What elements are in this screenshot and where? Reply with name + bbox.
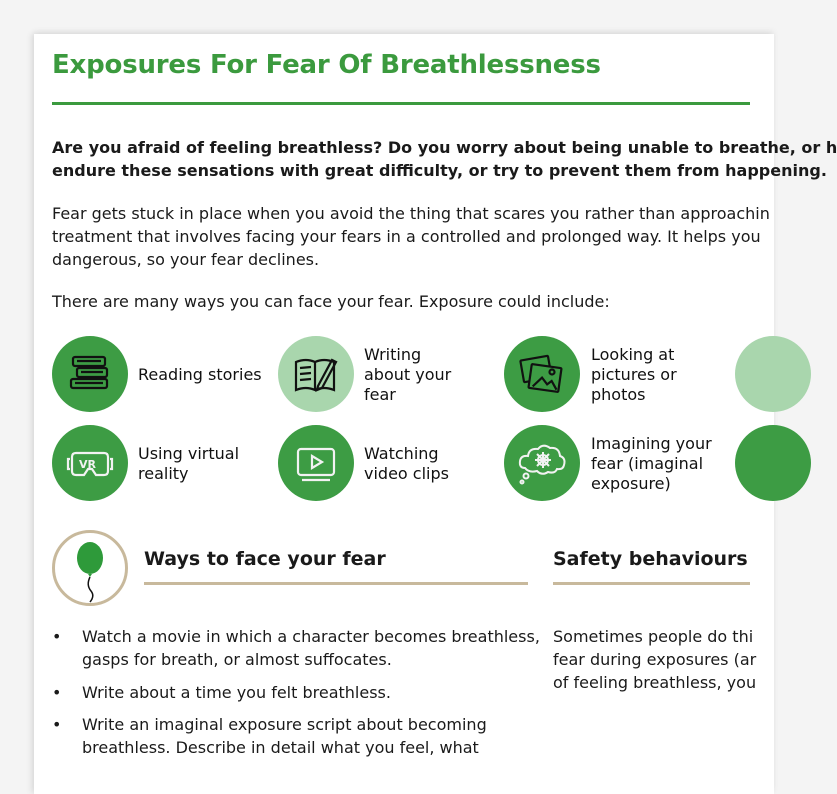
- notebook-pen-icon: [278, 336, 354, 412]
- intro-line: endure these sensations with great difficulty, or try to prevent them from happening.: [52, 161, 827, 180]
- label-line: fear (imaginal: [591, 454, 704, 473]
- bullet-dot: •: [52, 627, 62, 646]
- partial-icon: [735, 336, 811, 412]
- exposure-label-writing: [364, 345, 451, 405]
- intro-line: Are you afraid of feeling breathless? Do you worry about being unable to breathe, or h: [52, 138, 837, 157]
- label-line: pictures or: [591, 365, 677, 384]
- label-line: fear: [364, 385, 396, 404]
- safety-paragraph: [553, 625, 757, 694]
- list-item: [52, 625, 540, 671]
- label-line: Writing: [364, 345, 422, 364]
- ways-heading: Ways to face your fear: [144, 548, 386, 570]
- vr-headset-icon: [52, 425, 128, 501]
- intro-paragraph: [52, 136, 837, 182]
- label-line: Looking at: [591, 345, 675, 364]
- exposure-label-pictures: [591, 345, 677, 405]
- safety-line: Sometimes people do thi: [553, 627, 754, 646]
- label-line: exposure): [591, 474, 671, 493]
- list-item: [52, 713, 532, 759]
- ways-divider: [144, 582, 528, 585]
- bullet-line: Write about a time you felt breathless.: [82, 683, 391, 702]
- exposure-label-vr: [138, 444, 239, 484]
- list-item: [52, 681, 532, 704]
- partial-icon: [735, 425, 811, 501]
- label-line: reality: [138, 464, 189, 483]
- bullet-line: Watch a movie in which a character becomes breathless,: [82, 627, 540, 646]
- label-line: Imagining your: [591, 434, 712, 453]
- safety-line: fear during exposures (ar: [553, 650, 757, 669]
- safety-divider: [553, 582, 750, 585]
- explanation-line: treatment that involves facing your fears in a controlled and prolonged way. It helps you: [52, 227, 761, 246]
- bullet-line: Write an imaginal exposure script about becoming: [82, 715, 487, 734]
- exposure-intro: There are many ways you can face your fear. Exposure could include:: [52, 292, 610, 311]
- page-title: Exposures For Fear Of Breathlessness: [52, 50, 601, 80]
- bullet-dot: •: [52, 683, 62, 702]
- books-icon: [52, 336, 128, 412]
- svg-text:VR: VR: [79, 458, 96, 471]
- bullet-dot: •: [52, 715, 62, 734]
- balloon-icon: [52, 530, 128, 606]
- label-line: Watching: [364, 444, 439, 463]
- label-line: about your: [364, 365, 452, 384]
- exposure-label-imagining: [591, 434, 712, 494]
- exposure-label-reading: [138, 365, 262, 385]
- bullet-line: gasps for breath, or almost suffocates.: [82, 650, 392, 669]
- label-line: photos: [591, 385, 646, 404]
- safety-heading: Safety behaviours: [553, 548, 748, 570]
- safety-line: of feeling breathless, you: [553, 673, 757, 692]
- title-divider: [52, 102, 750, 105]
- bullet-line: breathless. Describe in detail what you feel, what: [82, 738, 479, 757]
- photos-icon: [504, 336, 580, 412]
- label-line: video clips: [364, 464, 449, 483]
- explanation-paragraph: [52, 202, 770, 271]
- label-line: Using virtual: [138, 444, 240, 463]
- thought-cloud-icon: [504, 425, 580, 501]
- explanation-line: dangerous, so your fear declines.: [52, 250, 320, 269]
- video-player-icon: [278, 425, 354, 501]
- label-line: Reading stories: [138, 365, 262, 384]
- exposure-label-video: [364, 444, 449, 484]
- explanation-line: Fear gets stuck in place when you avoid the thing that scares you rather than approachin: [52, 204, 770, 223]
